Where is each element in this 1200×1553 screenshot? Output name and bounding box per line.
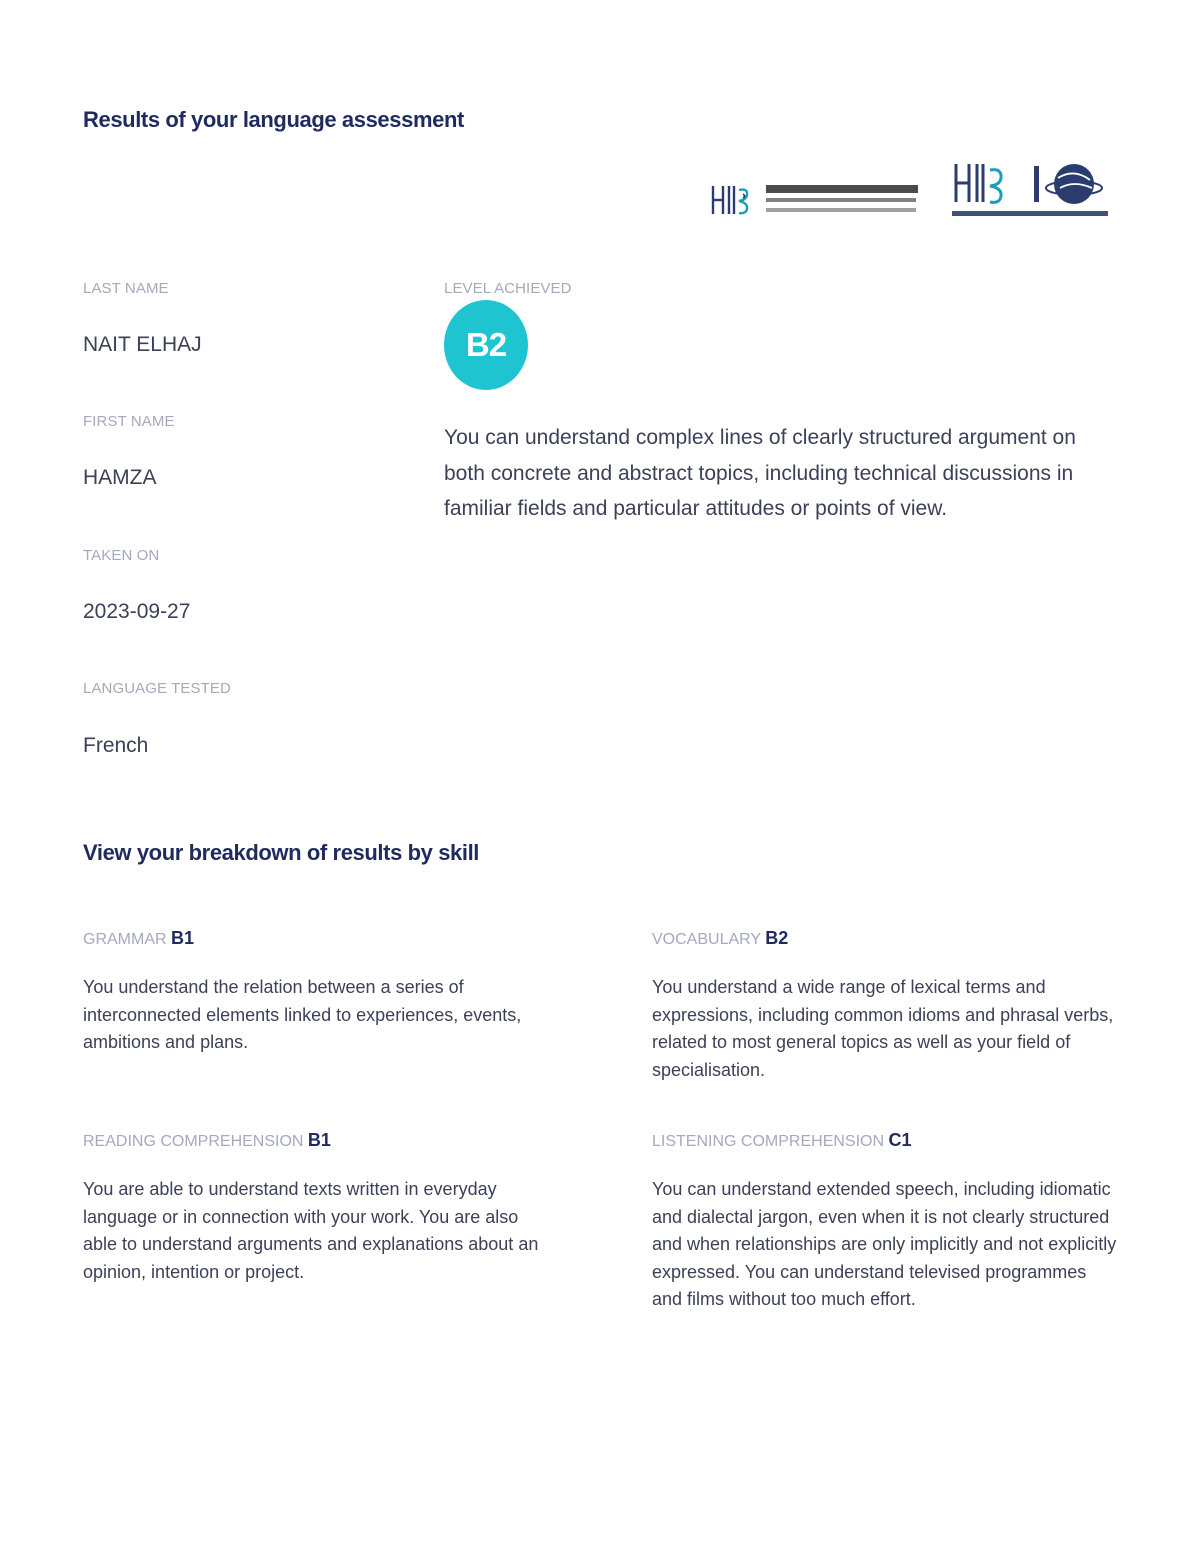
university-emblem-icon <box>708 180 923 220</box>
skill-heading-reading <box>83 1130 331 1151</box>
skill-name: VOCABULARY <box>652 931 761 948</box>
skill-name: LISTENING COMPREHENSION <box>652 1133 885 1150</box>
last-name-value: NAIT ELHAJ <box>83 333 202 356</box>
level-description: You can understand complex lines of clearly structured argument on both concrete and abstract topics, including technical discussions in familiar fields and particular attitudes or points of view. <box>444 426 1076 520</box>
first-name-value: HAMZA <box>83 466 157 489</box>
level-achieved-label: LEVEL ACHIEVED <box>444 280 572 297</box>
first-name-label: FIRST NAME <box>83 413 175 430</box>
skill-description-grammar: You understand the relation between a series of interconnected elements linked to experiences, events, ambitions and plans. <box>83 977 522 1053</box>
language-tested-label: LANGUAGE TESTED <box>83 680 231 697</box>
university-logo-globe <box>950 158 1110 220</box>
skill-description-listening: You can understand extended speech, including idiomatic and dialectal jargon, even when it is not clearly structured and when relationships are only implicitly and not explicitly expressed. You can understand televised programmes and films without too much effort. <box>652 1179 1117 1310</box>
university-globe-emblem-icon <box>950 158 1110 220</box>
skill-level: C1 <box>888 1130 912 1150</box>
page-title: Results of your language assessment <box>83 107 464 132</box>
skill-heading-listening <box>652 1130 912 1151</box>
skill-heading-vocabulary <box>652 928 788 949</box>
university-logo-horizontal <box>708 180 923 220</box>
breakdown-title: View your breakdown of results by skill <box>83 840 480 865</box>
last-name-label: LAST NAME <box>83 280 169 297</box>
taken-on-label: TAKEN ON <box>83 547 160 564</box>
skill-heading-grammar <box>83 928 194 949</box>
taken-on-value: 2023-09-27 <box>83 600 191 623</box>
language-tested-value: French <box>83 734 149 757</box>
skill-name: READING COMPREHENSION <box>83 1133 304 1150</box>
level-badge: B2 <box>444 300 528 390</box>
skill-description-vocabulary: You understand a wide range of lexical terms and expressions, including common idioms and phrasal verbs, related to most general topics as well as your field of specialisation. <box>652 977 1114 1080</box>
skill-description-reading: You are able to understand texts written in everyday language or in connection with your work. You are also able to understand arguments and explanations about an opinion, intention or project. <box>83 1179 539 1282</box>
skill-level: B2 <box>765 928 789 948</box>
skill-level: B1 <box>171 928 195 948</box>
skill-level: B1 <box>307 1130 331 1150</box>
skill-name: GRAMMAR <box>83 931 167 948</box>
